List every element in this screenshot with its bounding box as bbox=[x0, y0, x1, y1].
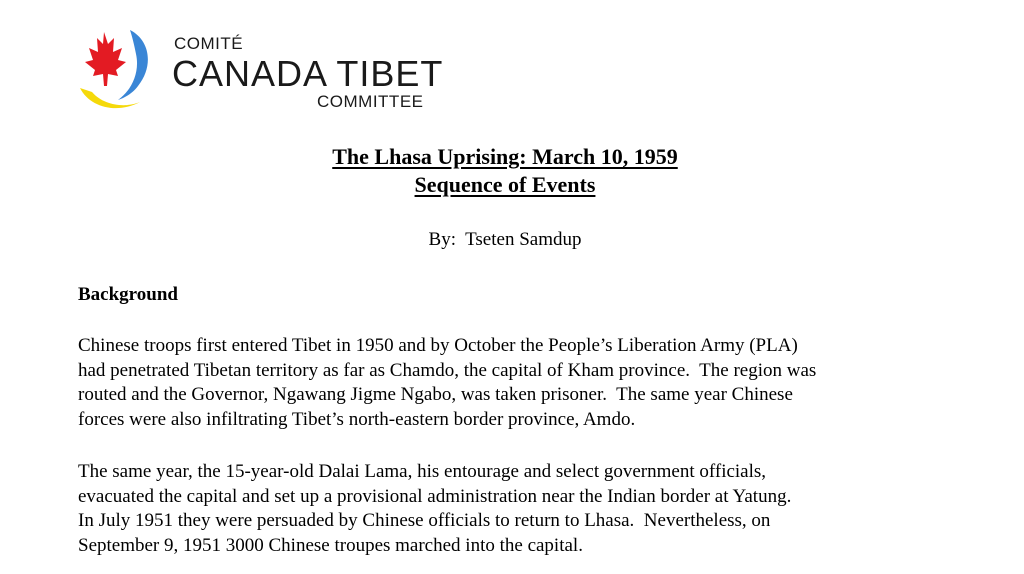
paragraph-line: had penetrated Tibetan territory as far as Chamdo, the capital of Kham province. The region was bbox=[78, 359, 817, 381]
paragraph-line: September 9, 1951 3000 Chinese troupes marched into the capital. bbox=[78, 534, 583, 556]
organization-logo bbox=[74, 26, 454, 116]
document-title bbox=[0, 143, 1010, 199]
paragraph-2 bbox=[78, 460, 958, 558]
title-line-1: The Lhasa Uprising: March 10, 1959 bbox=[332, 144, 678, 169]
paragraph-line: Chinese troops first entered Tibet in 1950 and by October the People’s Liberation Army (PLA) bbox=[78, 335, 798, 356]
logo-wordmark bbox=[172, 26, 452, 116]
logo-line-comite: COMITÉ bbox=[174, 34, 244, 53]
paragraph-line: routed and the Governor, Ngawang Jigme Ngabo, was taken prisoner. The same year Chinese bbox=[78, 384, 793, 405]
logo-line-committee: COMMITTEE bbox=[317, 92, 424, 111]
paragraph-1 bbox=[78, 334, 958, 432]
section-heading: Background bbox=[78, 284, 178, 305]
paragraph-line: evacuated the capital and set up a provisional administration near the Indian border at Yatung. bbox=[78, 485, 792, 507]
logo-line-canada-tibet: CANADA TIBET bbox=[172, 53, 444, 94]
paragraph-line: In July 1951 they were persuaded by Chinese officials to return to Lhasa. Nevertheless, on bbox=[78, 510, 771, 531]
byline: By: Tseten Samdup bbox=[428, 229, 582, 250]
paragraph-line: The same year, the 15-year-old Dalai Lama, his entourage and select government officials, bbox=[78, 461, 767, 482]
maple-leaf-swirl-icon bbox=[74, 26, 170, 116]
title-line-2: Sequence of Events bbox=[414, 172, 596, 197]
paragraph-line: forces were also infiltrating Tibet’s north-eastern border province, Amdo. bbox=[78, 408, 636, 430]
